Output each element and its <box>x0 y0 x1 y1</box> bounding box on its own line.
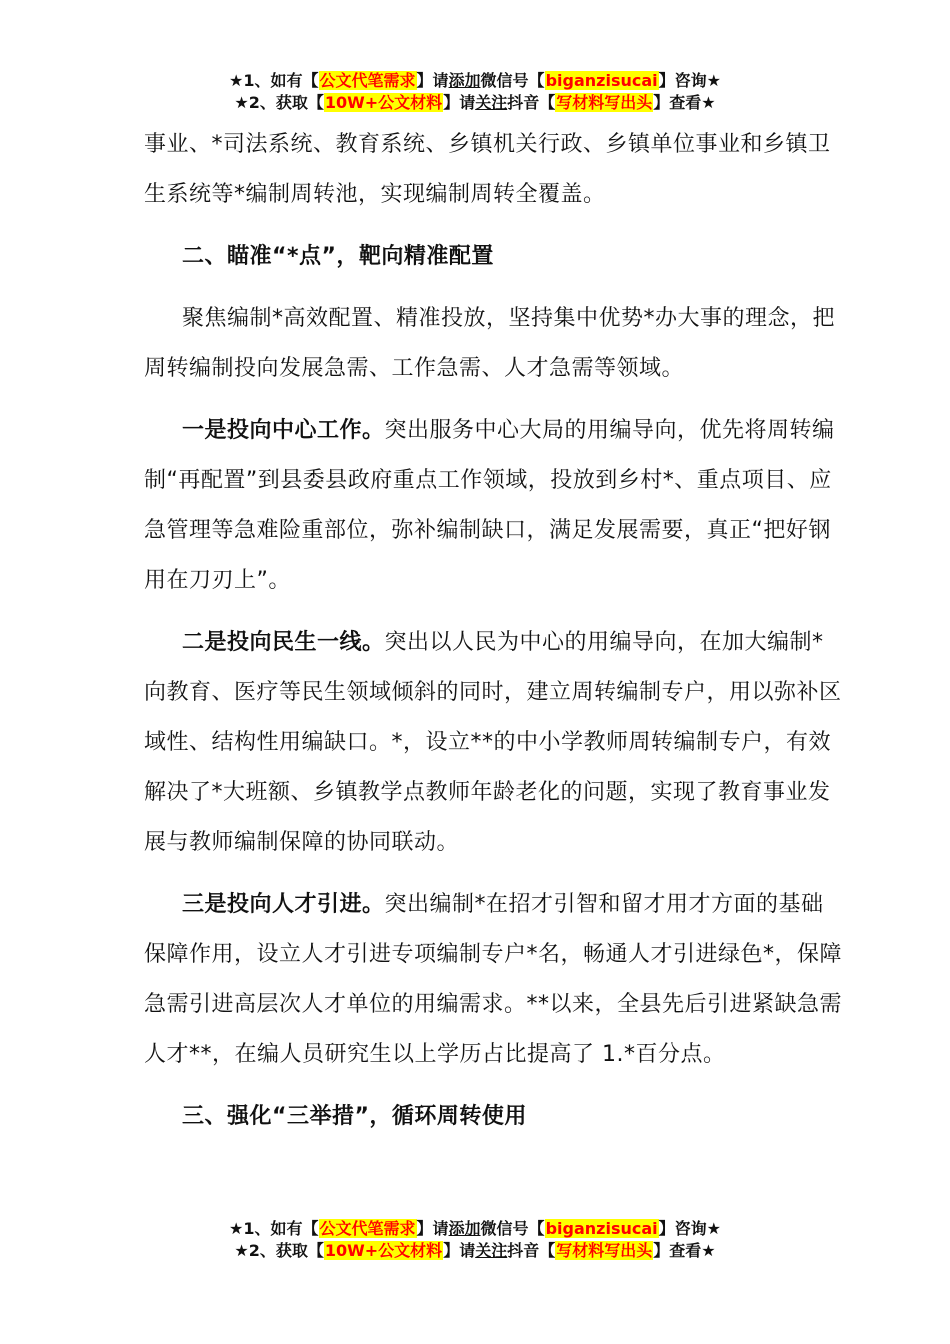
paragraph-4-lead: 二是投向民生一线。 <box>182 630 385 655</box>
footer-banner <box>0 1218 950 1262</box>
section-heading-2: 二、瞄准“*点”，靶向精准配置 <box>182 244 494 269</box>
paragraph-3-lead: 一是投向中心工作。 <box>182 418 385 443</box>
footer-banner-line-1: ★1、如有【公文代笔需求】请添加微信号【biganzisucai】咨询★ <box>229 1219 721 1238</box>
highlight-douyin: 写材料写出头 <box>556 93 653 112</box>
document-body <box>144 120 844 1142</box>
paragraph-1: 事业、*司法系统、教育系统、乡镇机关行政、乡镇单位事业和乡镇卫生系统等*编制周转池，实现编制周转全覆盖。 <box>144 132 831 207</box>
highlight-wechat-id: biganzisucai <box>545 71 658 90</box>
highlight-materials: 10W+公文材料 <box>324 93 443 112</box>
highlight-ghostwriting: 公文代笔需求 <box>319 71 416 90</box>
header-banner <box>0 70 950 114</box>
paragraph-5-lead: 三是投向人才引进。 <box>182 892 385 917</box>
footer-banner-line-2: ★2、获取【10W+公文材料】请关注抖音【写材料写出头】查看★ <box>234 1241 716 1260</box>
paragraph-5: 三是投向人才引进。突出编制*在招才引智和留才用才方面的基础保障作用，设立人才引进专项编制专户*名，畅通人才引进绿色*，保障急需引进高层次人才单位的用编需求。**以来，全县先后引进紧缺急需人才**，在编人员研究生以上学历占比提高了 1.*百分点。 <box>144 892 843 1067</box>
paragraph-2: 聚焦编制*高效配置、精准投放，坚持集中优势*办大事的理念，把周转编制投向发展急需、工作急需、人才急需等领域。 <box>144 306 836 381</box>
paragraph-4: 二是投向民生一线。突出以人民为中心的用编导向，在加大编制*向教育、医疗等民生领域倾斜的同时，建立周转编制专户，用以弥补区域性、结构性用编缺口。*，设立**的中小学教师周转编制专户，有效解决了*大班额、乡镇教学点教师年龄老化的问题，实现了教育事业发展与教师编制保障的协同联动。 <box>144 630 842 855</box>
banner-line-1: ★1、如有【公文代笔需求】请添加微信号【biganzisucai】咨询★ <box>229 71 721 90</box>
banner-line-2: ★2、获取【10W+公文材料】请关注抖音【写材料写出头】查看★ <box>234 93 716 112</box>
paragraph-3: 一是投向中心工作。突出服务中心大局的用编导向，优先将周转编制“再配置”到县委县政府重点工作领域，投放到乡村*、重点项目、应急管理等急难险重部位，弥补编制缺口，满足发展需要，真正“把好钢用在刀刃上”。 <box>144 418 835 593</box>
section-heading-3: 三、强化“三举措”，循环周转使用 <box>182 1104 527 1129</box>
